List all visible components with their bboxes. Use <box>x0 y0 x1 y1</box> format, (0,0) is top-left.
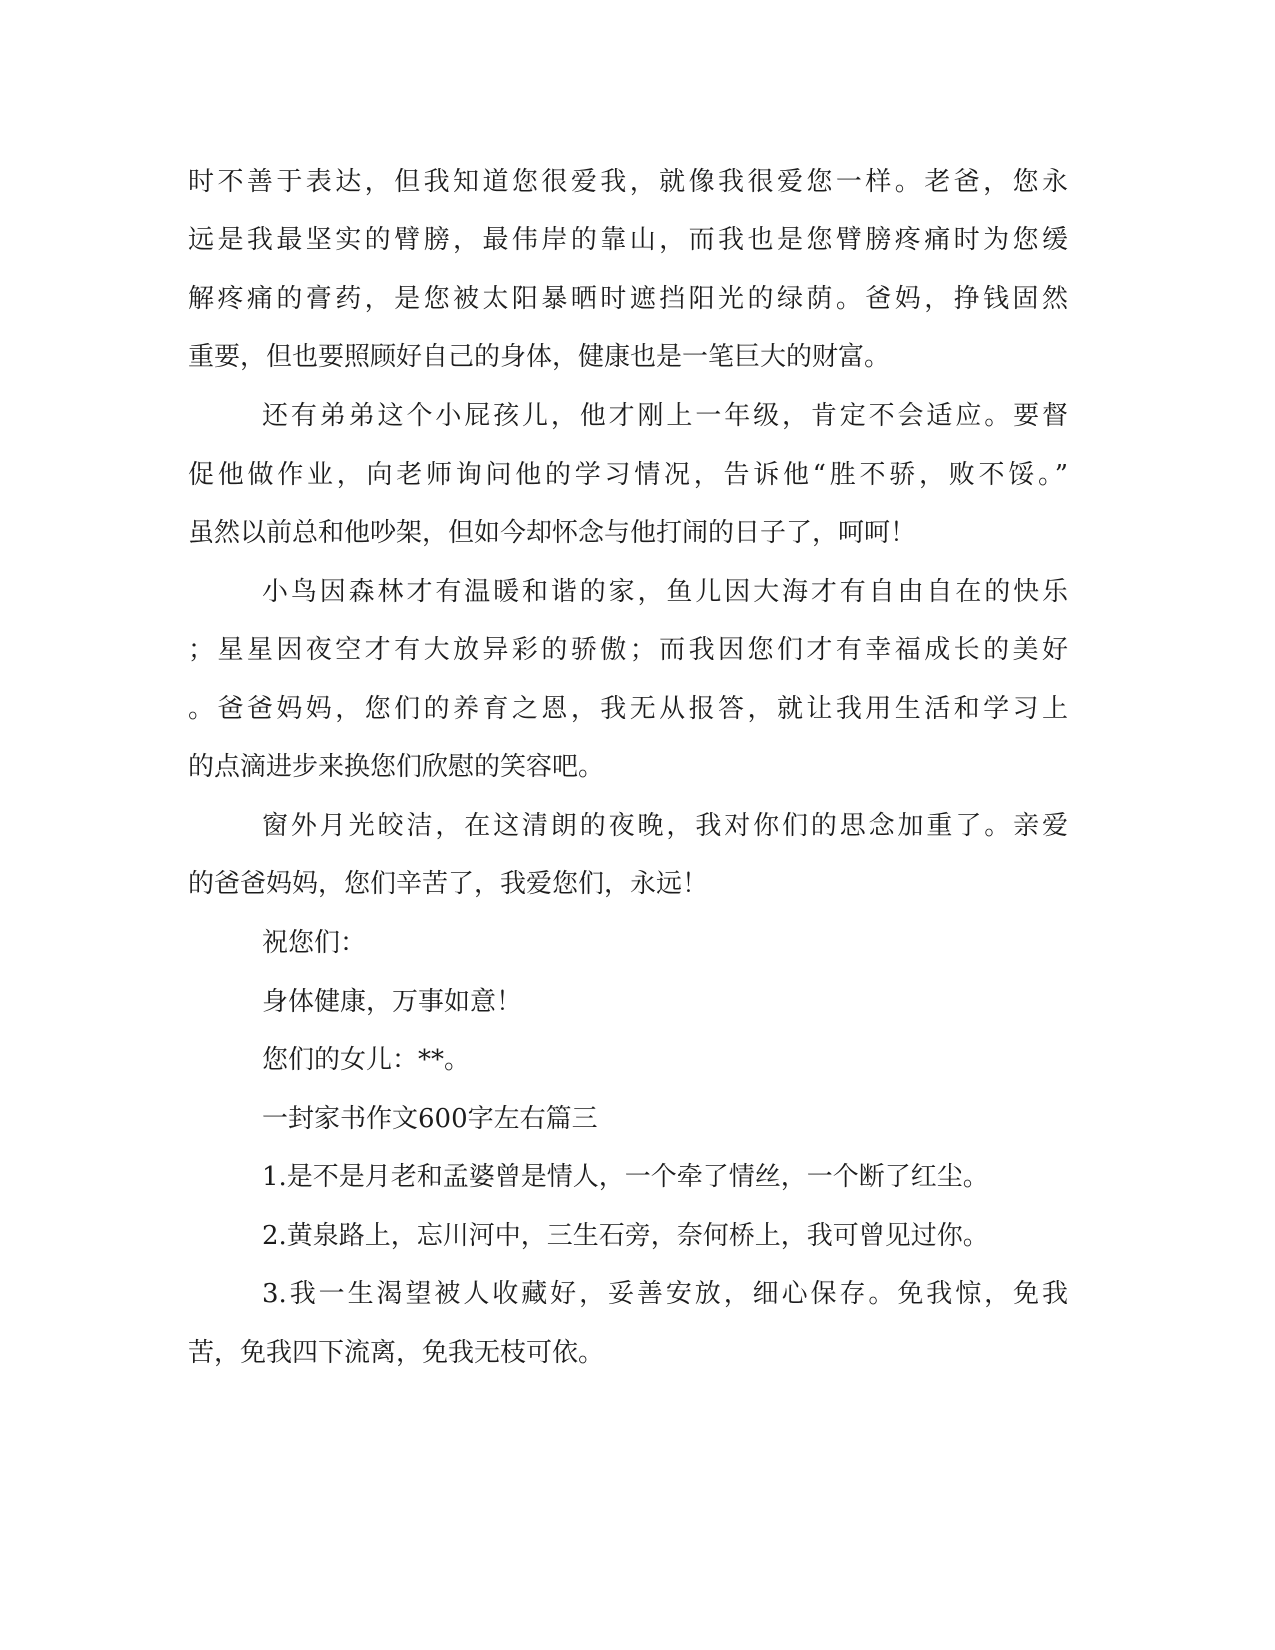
text-line: 解疼痛的膏药，是您被太阳暴晒时遮挡阳光的绿荫。爸妈，挣钱固然 <box>188 284 1068 314</box>
text-line: 虽然以前总和他吵架，但如今却怀念与他打闹的日子了，呵呵！ <box>188 518 917 548</box>
text-line: 促他做作业，向老师询问他的学习情况，告诉他“胜不骄，败不馁。” <box>188 460 1068 490</box>
list-item-continuation: 苦，免我四下流离，免我无枝可依。 <box>188 1338 605 1368</box>
list-item: 3.我一生渴望被人收藏好，妥善安放，细心保存。免我惊，免我 <box>262 1279 1068 1309</box>
signature-line: 您们的女儿：**。 <box>262 1045 471 1075</box>
text-line: 窗外月光皎洁，在这清朗的夜晚，我对你们的思念加重了。亲爱 <box>262 811 1068 841</box>
text-line: 的点滴进步来换您们欣慰的笑容吧。 <box>188 752 605 782</box>
text-line: ；星星因夜空才有大放异彩的骄傲；而我因您们才有幸福成长的美好 <box>188 635 1068 665</box>
greeting: 祝您们： <box>262 928 367 958</box>
text-line: 时不善于表达，但我知道您很爱我，就像我很爱您一样。老爸，您永 <box>188 167 1068 197</box>
text-line: 。爸爸妈妈，您们的养育之恩，我无从报答，就让我用生活和学习上 <box>188 694 1068 724</box>
text-line: 小鸟因森林才有温暖和谐的家，鱼儿因大海才有自由自在的快乐 <box>262 577 1068 607</box>
text-line: 远是我最坚实的臂膀，最伟岸的靠山，而我也是您臂膀疼痛时为您缓 <box>188 225 1068 255</box>
text-line: 的爸爸妈妈，您们辛苦了，我爱您们，永远！ <box>188 869 709 899</box>
section-heading: 一封家书作文600字左右篇三 <box>262 1104 598 1134</box>
list-item: 1.是不是月老和孟婆曾是情人，一个牵了情丝，一个断了红尘。 <box>262 1162 989 1192</box>
text-line: 还有弟弟这个小屁孩儿，他才刚上一年级，肯定不会适应。要督 <box>262 401 1068 431</box>
text-line: 重要，但也要照顾好自己的身体，健康也是一笔巨大的财富。 <box>188 342 891 372</box>
wish-line: 身体健康，万事如意！ <box>262 987 523 1017</box>
list-item: 2.黄泉路上，忘川河中，三生石旁，奈何桥上，我可曾见过你。 <box>262 1221 989 1251</box>
